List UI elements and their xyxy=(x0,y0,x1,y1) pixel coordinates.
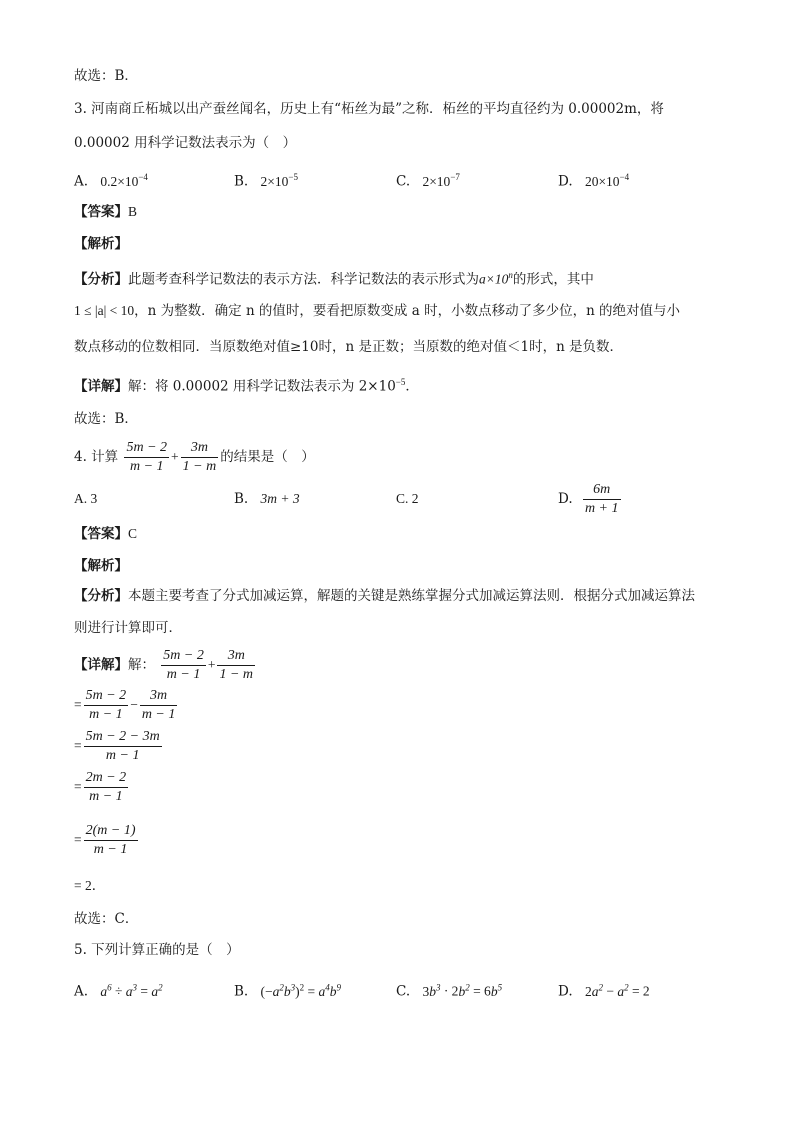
q3-option-a[interactable]: A. $0.2\times 10^{-4}$ xyxy=(74,172,148,190)
q3-detail: 【详解】解：将 0.00002 用科学记数法表示为 $2\times 10^{-5}$． xyxy=(74,377,419,395)
q3-option-d[interactable]: D. $20\times 10^{-4}$ xyxy=(558,172,630,190)
q3-fenxi-1: 【分析】此题考查科学记数法的表示方法．科学记数法的表示形式为$a\times 10^n$的形式，其中 xyxy=(74,270,594,288)
q4-step-5: = $\frac{2(m - 1)}{m - 1}$ xyxy=(74,823,136,857)
q4-option-c[interactable]: C. 2 xyxy=(396,491,419,506)
q4-detail: 【详解】解： $\frac{5m - 2}{m - 1}$ + $\frac{3m}{1 - m}$ xyxy=(74,648,254,682)
q3-option-b[interactable]: B. $2\times 10^{-5}$ xyxy=(234,172,298,190)
q3-stem-line1: 3. 河南商丘柘城以出产蚕丝闻名，历史上有“柘丝为最”之称．柘丝的平均直径约为 0.00002m，将 xyxy=(74,101,664,117)
q4-answer: 【答案】C xyxy=(74,526,138,542)
q4-analysis-tag: 【解析】 xyxy=(74,558,128,574)
prev-answer: 故选：B． xyxy=(74,68,138,84)
q4-option-b[interactable]: B. 3m + 3 xyxy=(234,491,300,507)
q4-step-4: = $\frac{2m - 2}{m - 1}$ xyxy=(74,770,127,804)
q4-option-d[interactable]: D. $\frac{6m}{m + 1}$ xyxy=(558,482,619,516)
q4-fenxi-2: 则进行计算即可． xyxy=(74,620,182,636)
q4-fenxi-1: 【分析】本题主要考查了分式加减运算，解题的关键是熟练掌握分式加减运算法则．根据分式加减运算法 xyxy=(74,588,695,604)
q4-stem-frac2: $\frac{3m}{1 - m}$ xyxy=(182,440,217,474)
q3-analysis-tag: 【解析】 xyxy=(74,236,128,252)
q3-answer: 【答案】B xyxy=(74,204,138,220)
q3-fenxi-3: 数点移动的位数相同．当原数绝对值≥10时，n 是正数；当原数的绝对值＜1时，n 是负数． xyxy=(74,339,624,355)
q5-option-a[interactable]: A. $a^6 \div a^3 = a^2$ xyxy=(74,982,163,1000)
q3-stem-line2: 0.00002 用科学记数法表示为（ ） xyxy=(74,135,297,151)
q4-step-6: = 2． xyxy=(74,878,106,893)
q5-option-d[interactable]: D. $2a^2 - a^2 = 2$ xyxy=(558,982,650,1000)
q3-final: 故选：B． xyxy=(74,411,138,427)
q3-fenxi-2: 1 ≤ |a| < 10，n 为整数．确定 n 的值时，要看把原数变成 a 时，小数点移动了多少位，n 的绝对值与小 xyxy=(74,303,681,319)
q4-step-3: = $\frac{5m - 2 - 3m}{m - 1}$ xyxy=(74,729,160,763)
q4-stem-frac1: $\frac{5m - 2}{m - 1}$ xyxy=(126,440,168,474)
q4-final: 故选：C． xyxy=(74,911,139,927)
q4-step-2: = $\frac{5m - 2}{m - 1}$ − $\frac{3m}{m - 1}$ xyxy=(74,688,176,722)
q4-option-a[interactable]: A. 3 xyxy=(74,491,98,506)
q4-stem: 4. 计算 $\frac{5m - 2}{m - 1}$ + $\frac{3m}{1 - m}$ 的结果是（ ） xyxy=(74,440,315,474)
q5-option-c[interactable]: C. $3b^3 \cdot 2b^2 = 6b^5$ xyxy=(396,982,503,1000)
q3-option-c[interactable]: C. $2\times 10^{-7}$ xyxy=(396,172,460,190)
q5-stem: 5. 下列计算正确的是（ ） xyxy=(74,942,240,958)
q5-option-b[interactable]: B. $(-a^2b^3)^2 = a^4b^9$ xyxy=(234,982,341,1000)
